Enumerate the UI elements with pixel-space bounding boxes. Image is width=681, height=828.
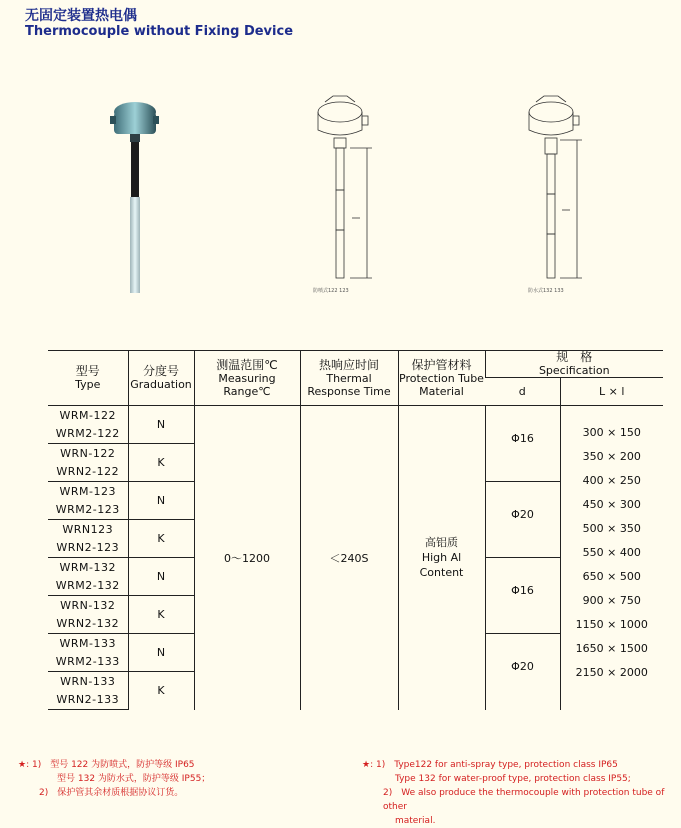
- graduation-cell: N: [128, 406, 194, 444]
- header-graduation: 分度号 Graduation: [128, 351, 194, 406]
- header-type: 型号 Type: [48, 351, 128, 406]
- graduation-cell: K: [128, 596, 194, 634]
- page-title-cn: 无固定装置热电偶: [25, 8, 137, 24]
- size-value: 550 × 400: [582, 546, 641, 559]
- note-cn-1: 1) 型号 122 为防喷式，防护等级 IP65: [31, 760, 195, 770]
- product-illustrations: [0, 0, 681, 300]
- type-cell: WRN2-122: [56, 465, 120, 479]
- graduation-cell: N: [128, 482, 194, 520]
- graduation-cell: K: [128, 672, 194, 710]
- note-en-1b: Type 132 for water-proof type, protection class IP55;: [395, 774, 631, 784]
- star-icon: ★: [362, 760, 371, 770]
- note-en-2: 2) We also produce the thermocouple with protection tube of other: [383, 788, 665, 812]
- header-lxl: L × l: [560, 378, 663, 406]
- header-measuring-range: 测温范围℃ Measuring Range℃: [194, 351, 300, 406]
- type-cell: WRN-132: [48, 596, 128, 615]
- type-cell: WRM2-132: [55, 579, 120, 593]
- thermocouple-photo: [110, 102, 159, 293]
- size-value: 650 × 500: [582, 570, 641, 583]
- graduation-cell: K: [128, 520, 194, 558]
- measuring-range-value: 0～1200: [194, 406, 300, 710]
- type-cell: WRM-132: [48, 558, 128, 577]
- graduation-cell: N: [128, 558, 194, 596]
- size-value: 350 × 200: [582, 450, 641, 463]
- type-cell: WRN123: [48, 520, 128, 539]
- size-value: 900 × 750: [582, 594, 641, 607]
- type-cell: WRM2-133: [55, 655, 120, 669]
- size-list: [560, 406, 663, 710]
- type-cell: WRM-122: [48, 406, 128, 425]
- notes-en: ★: 1) Type122 for anti-spray type, protection class IP65 Type 132 for water-proof type, protection class IP55; 2) We also produce the thermocouple with protection tube of other material.: [362, 758, 681, 828]
- note-en-1: 1) Type122 for anti-spray type, protection class IP65: [375, 760, 618, 770]
- material-line: Content: [419, 566, 464, 580]
- size-value: 400 × 250: [582, 474, 641, 487]
- response-time-value: ＜240S: [300, 406, 398, 710]
- type-cell: WRN-133: [48, 672, 128, 691]
- notes-cn: ★: 1) 型号 122 为防喷式，防护等级 IP65 型号 132 为防水式，防护等级 IP55； 2) 保护管其余材质根据协议订货。: [18, 760, 211, 798]
- diameter-cell: Φ20: [485, 482, 560, 558]
- material-line: 高铝质: [425, 536, 458, 550]
- size-value: 300 × 150: [582, 426, 641, 439]
- star-icon: ★: [18, 760, 27, 770]
- drawing-spray-type: [318, 96, 372, 278]
- diameter-cell: Φ20: [485, 634, 560, 710]
- size-value: 1150 × 1000: [575, 618, 648, 631]
- type-cell: WRN2-132: [56, 617, 120, 631]
- type-cell: WRM2-123: [55, 503, 120, 517]
- diameter-cell: Φ16: [485, 558, 560, 634]
- tube-material-value: [398, 406, 485, 710]
- size-value: 1650 × 1500: [575, 642, 648, 655]
- material-line: High Al: [421, 551, 462, 565]
- graduation-cell: N: [128, 634, 194, 672]
- drawing-caption-2: 防水式132 133: [528, 288, 564, 294]
- type-cell: WRN-122: [48, 444, 128, 463]
- page-title-en: Thermocouple without Fixing Device: [25, 24, 294, 39]
- size-value: 500 × 350: [582, 522, 641, 535]
- header-thermal-response: 热响应时间 Thermal Response Time: [300, 351, 398, 406]
- note-cn-1b: 型号 132 为防水式，防护等级 IP55；: [57, 774, 211, 784]
- header-d: d: [485, 378, 560, 406]
- size-value: 2150 × 2000: [575, 666, 648, 679]
- note-cn-2: 2) 保护管其余材质根据协议订货。: [39, 788, 184, 798]
- type-cell: WRN2-133: [48, 691, 128, 710]
- size-value: 450 × 300: [582, 498, 641, 511]
- type-cell: WRN2-123: [56, 541, 120, 555]
- header-specification: 规 格 Specification: [485, 351, 663, 378]
- header-tube-material: 保护管材料 Protection Tube Material: [398, 351, 485, 406]
- diameter-cell: Φ16: [485, 406, 560, 482]
- drawing-waterproof-type: [529, 96, 582, 278]
- type-cell: WRM-133: [48, 634, 128, 653]
- spec-table: [48, 350, 663, 710]
- drawing-caption-1: 防喷式122 123: [313, 288, 349, 294]
- note-en-2b: material.: [395, 816, 436, 826]
- type-cell: WRM-123: [48, 482, 128, 501]
- table-row: [48, 406, 663, 425]
- type-cell: WRM2-122: [55, 427, 120, 441]
- graduation-cell: K: [128, 444, 194, 482]
